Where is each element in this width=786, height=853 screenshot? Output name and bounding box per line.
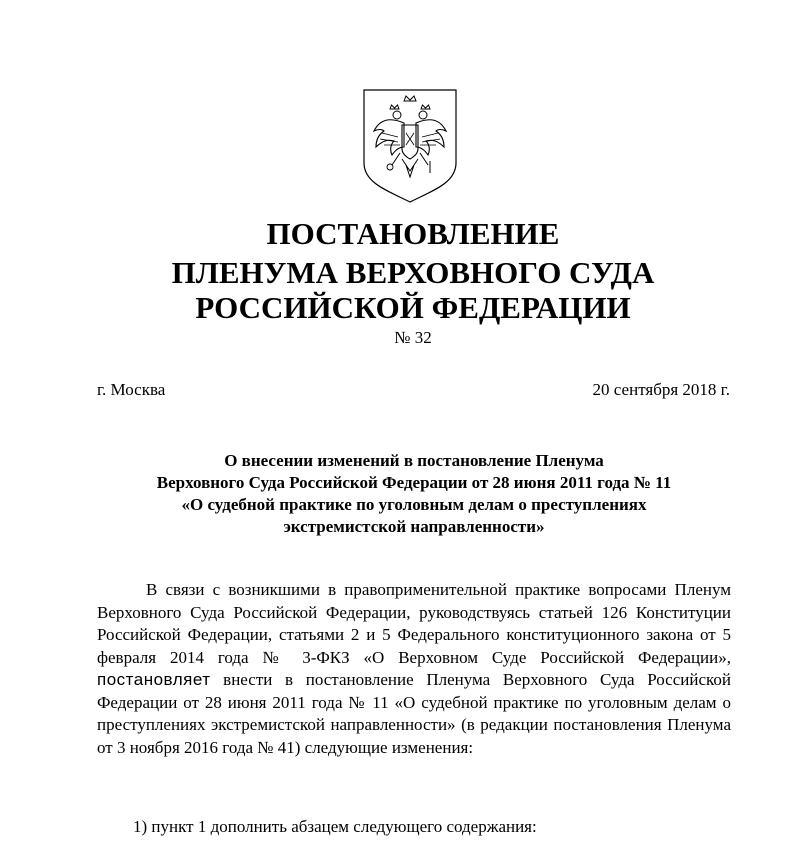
intro-text-before: В связи с возникшими в правоприменительной практике вопросами Пленум Верховного Суда Российской Федерации, руководствуясь статьей 126 Конституции Российской Федерации, статьями 2 и 5 Федерального конституционного закона от 5 февраля 2014 года № 3-ФКЗ «О Верховном Суде Российской Федерации», <box>97 580 731 667</box>
document-date: 20 сентября 2018 г. <box>592 380 730 399</box>
document-title: ПОСТАНОВЛЕНИЕ <box>266 216 560 251</box>
document-number: № 32 <box>394 328 432 347</box>
document-body <box>97 579 731 759</box>
coat-of-arms-emblem <box>360 87 460 205</box>
intro-paragraph <box>97 579 731 759</box>
intro-keyword: постановляет <box>97 670 211 689</box>
document-title-country: РОССИЙСКОЙ ФЕДЕРАЦИИ <box>195 290 631 325</box>
subject-line: О внесении изменений в постановление Пленума <box>224 451 604 470</box>
document-place: г. Москва <box>97 380 166 399</box>
document-subject <box>97 450 731 538</box>
intro-text-after: внести в постановление Пленума Верховного Суда Российской Федерации от 28 июня 2011 года № 11 «О судебной практике по уголовным делам о преступлениях экстремистской направленности» (в редакции постановления Пленума от 3 ноября 2016 года № 41) следующие изменения: <box>97 670 731 757</box>
document-title-court: ПЛЕНУМА ВЕРХОВНОГО СУДА <box>171 255 655 290</box>
subject-line: экстремистской направленности» <box>283 517 545 536</box>
subject-line: Верховного Суда Российской Федерации от 28 июня 2011 года № 11 <box>156 473 672 492</box>
list-item: 1) пункт 1 дополнить абзацем следующего содержания: <box>133 817 537 836</box>
subject-line: «О судебной практике по уголовным делам о преступлениях <box>181 495 647 514</box>
